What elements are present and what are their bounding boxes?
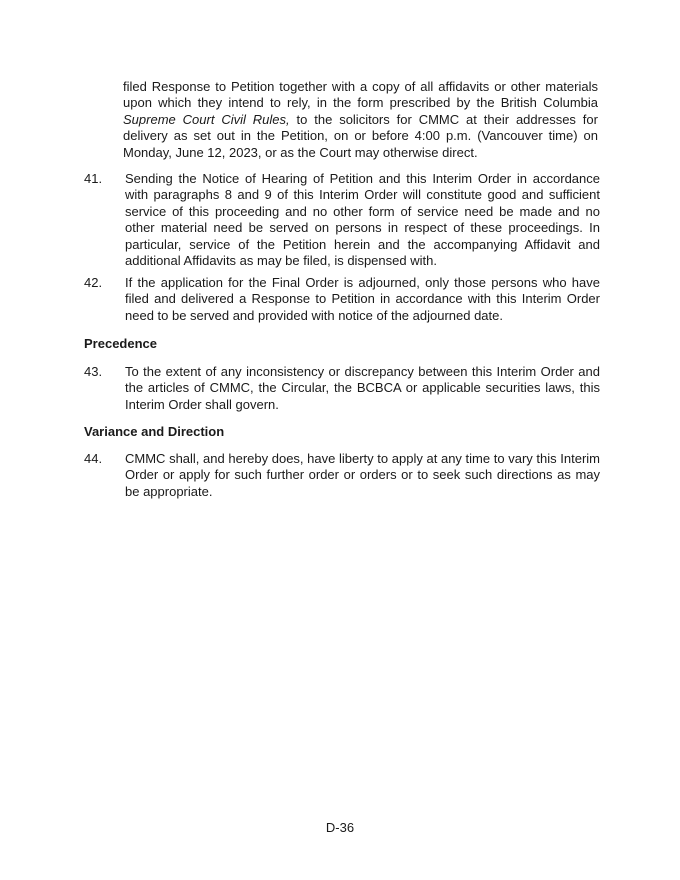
paragraph-number: 41. xyxy=(84,171,103,186)
paragraph-43 xyxy=(84,364,600,413)
rules-title: Supreme Court Civil Rules, xyxy=(123,111,290,127)
heading-variance-and-direction: Variance and Direction xyxy=(84,424,225,439)
paragraph-number: 44. xyxy=(84,451,103,466)
paragraph-41 xyxy=(84,171,600,269)
paragraph-42 xyxy=(84,275,600,324)
paragraph-44 xyxy=(84,451,600,500)
paragraph-text: If the application for the Final Order is adjourned, only those persons who have filed and delivered a Response to Petition in accordance with this Interim Order need to be served and provided with notice of the adjourned date. xyxy=(125,275,600,323)
page-number: D-36 xyxy=(325,820,355,835)
paragraph-text-end: to the solicitors for CMMC at their addresses for delivery as set out in the Petition, on or before 4:00 p.m. (Vancouver time) on Monday, June 12, 2023, or as the Court may otherwise direct. xyxy=(123,111,598,160)
paragraph-text: Sending the Notice of Hearing of Petition and this Interim Order in accordance with paragraphs 8 and 9 of this Interim Order will constitute good and sufficient service of this proceeding and no other form of service need be made and no other material need be served on persons in respect of these proceedings. In particular, service of the Petition herein and the accompanying Affidavit and additional Affidavits as may be filed, is dispensed with. xyxy=(125,171,600,269)
paragraph-40-continuation xyxy=(123,79,598,161)
paragraph-text: To the extent of any inconsistency or discrepancy between this Interim Order and the articles of CMMC, the Circular, the BCBCA or applicable securities laws, this Interim Order shall govern. xyxy=(125,364,600,412)
paragraph-text: CMMC shall, and hereby does, have liberty to apply at any time to vary this Interim Order or apply for such further order or orders or to seek such directions as may be appropriate. xyxy=(125,451,600,499)
paragraph-number: 43. xyxy=(84,364,103,379)
heading-precedence: Precedence xyxy=(84,336,157,351)
paragraph-text: filed Response to Petition together with a copy of all affidavits or other materials upon which they intend to rely, in the form prescribed by the British Columbia xyxy=(123,79,598,111)
paragraph-number: 42. xyxy=(84,275,103,290)
